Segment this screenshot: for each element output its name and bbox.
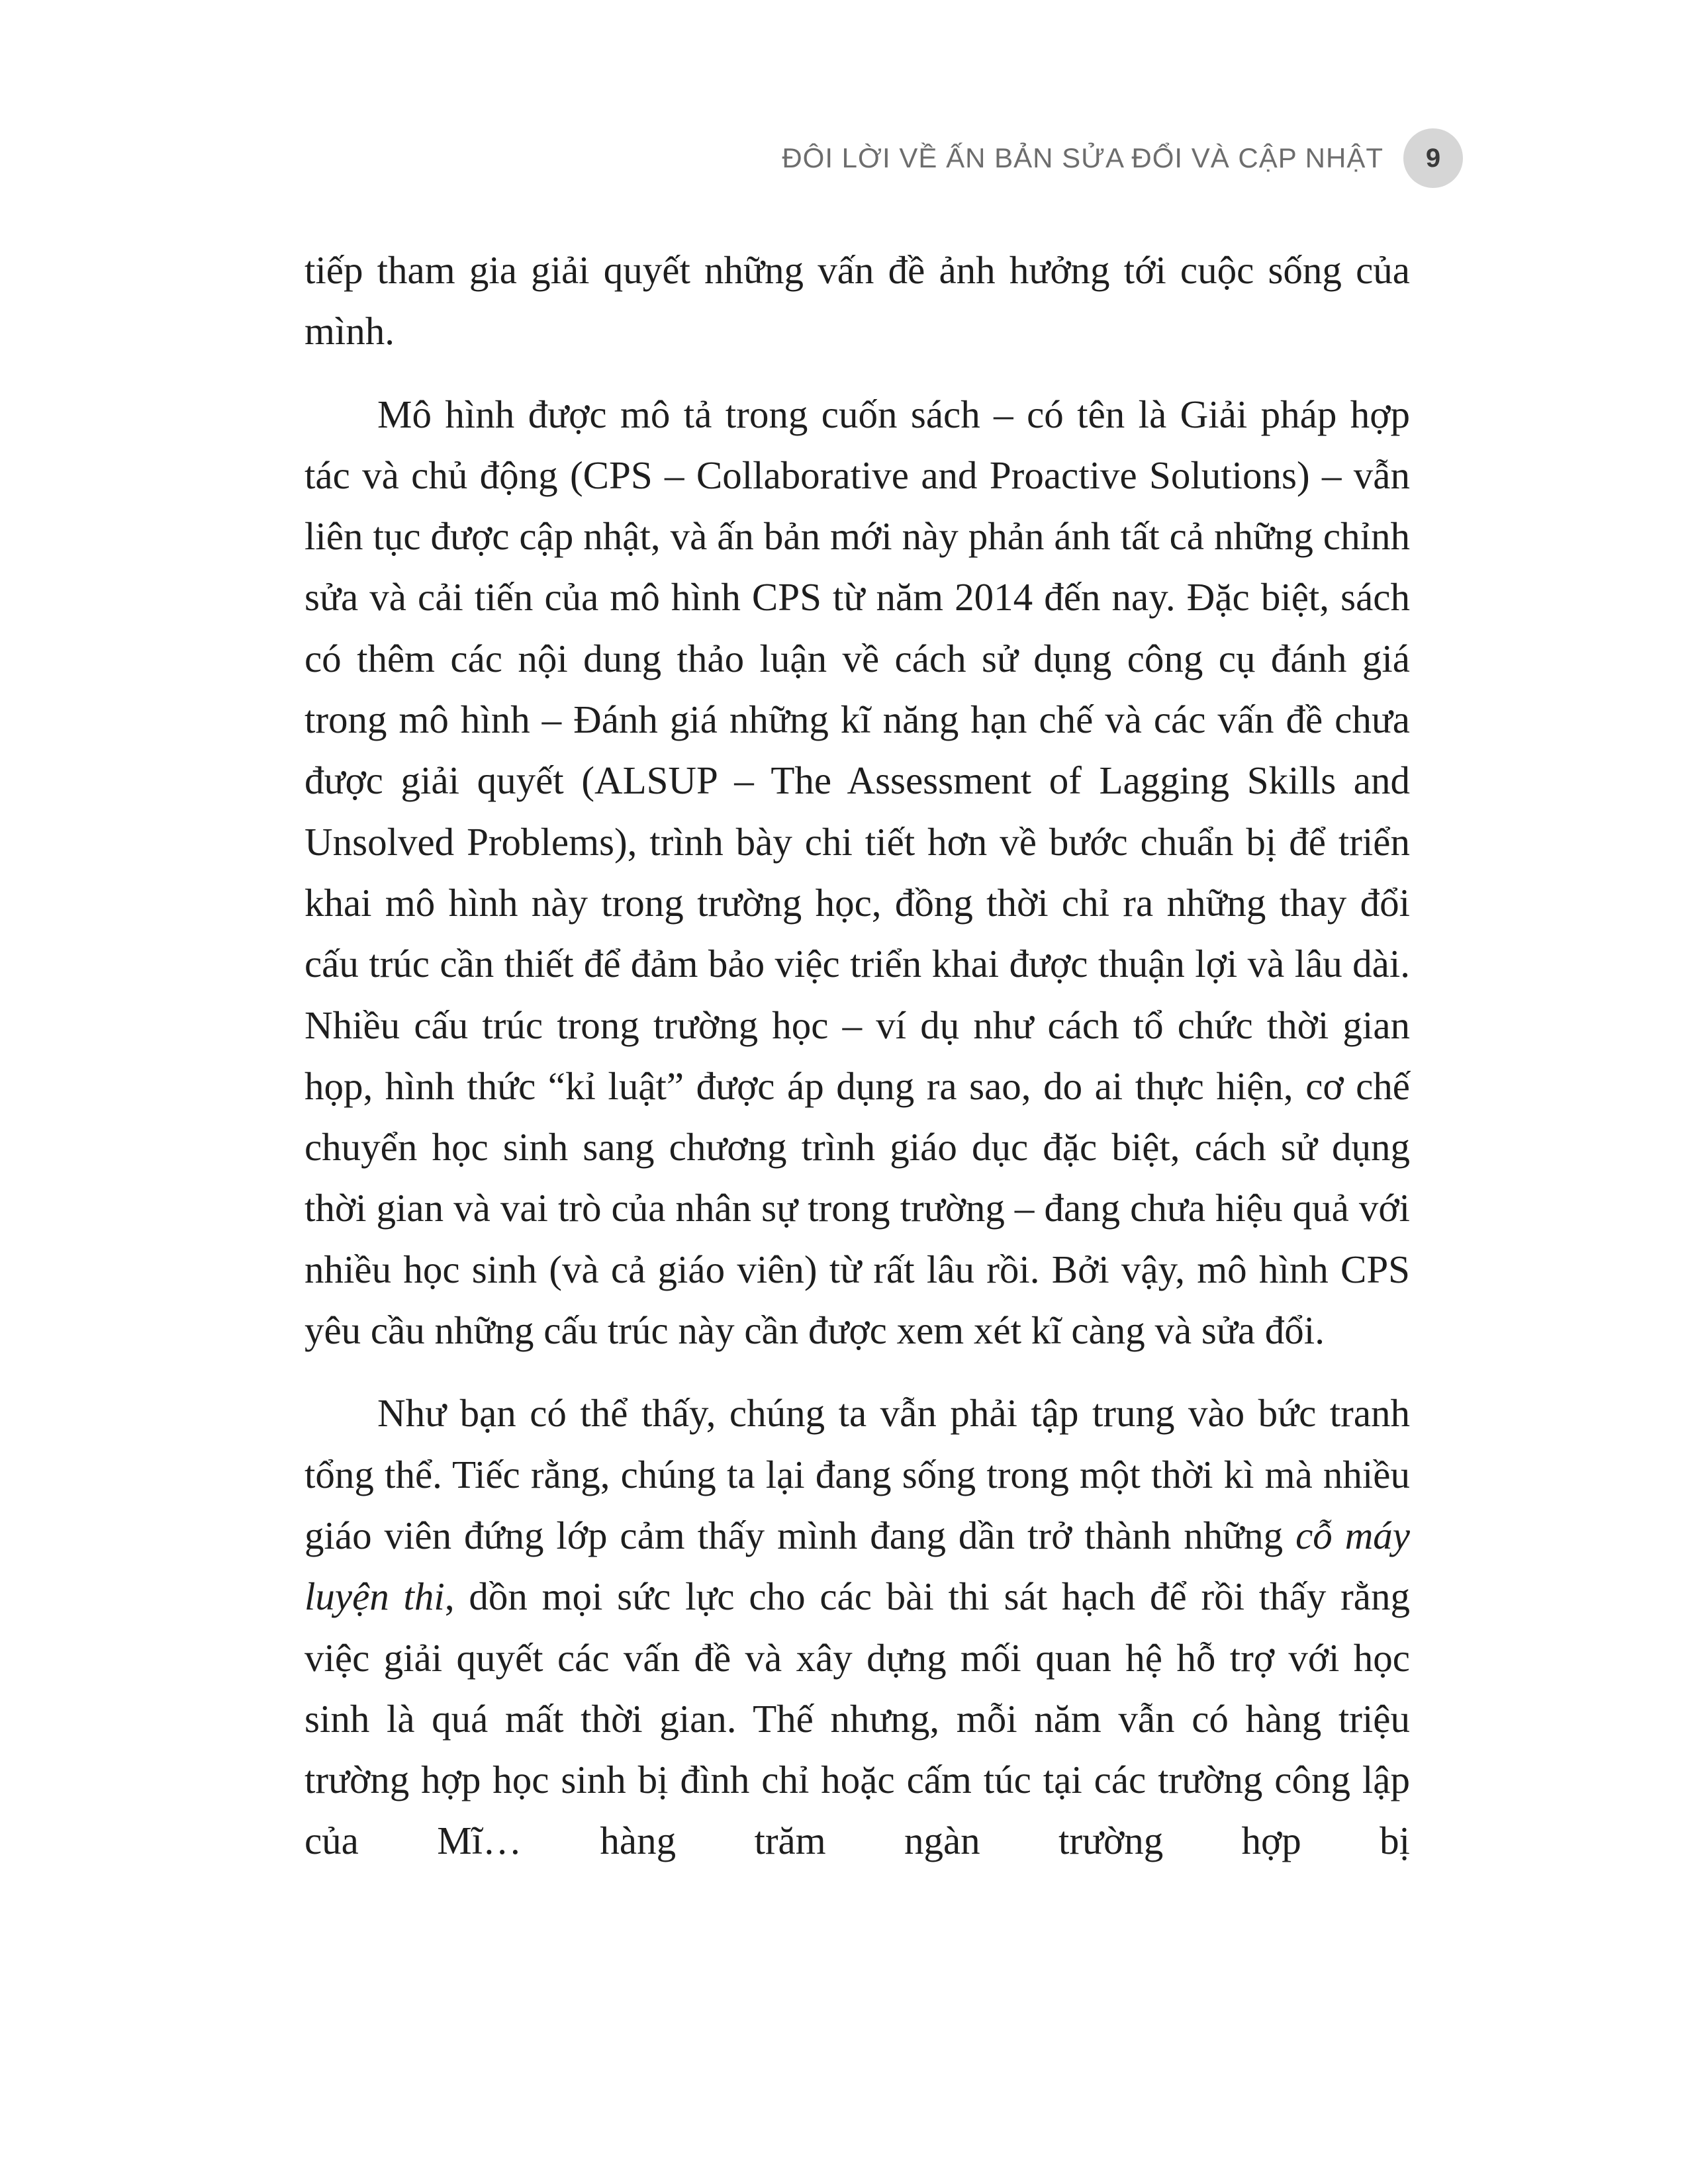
paragraph-3 [305, 1383, 1410, 1871]
running-header [782, 126, 1463, 191]
paragraph-3-text-start: Như bạn có thể thấy, chúng ta vẫn phải tập trung vào bức tranh tổng thể. Tiếc rằng, chúng ta lại đang sống trong một thời kì mà nhiều giáo viên đứng lớp cảm thấy mình đang dần trở thành những [305, 1391, 1410, 1557]
page-number-badge: 9 [1403, 128, 1463, 188]
paragraph-1: tiếp tham gia giải quyết những vấn đề ảnh hưởng tới cuộc sống của mình. [305, 248, 1410, 353]
paragraph-2: Mô hình được mô tả trong cuốn sách – có tên là Giải pháp hợp tác và chủ động (CPS – Collaborative and Proactive Solutions) – vẫn liên tục được cập nhật, và ấn bản mới này phản ánh tất cả những chỉnh sửa và cải tiến của mô hình CPS từ năm 2014 đến nay. Đặc biệt, sách có thêm các nội dung thảo luận về cách sử dụng công cụ đánh giá trong mô hình – Đánh giá những kĩ năng hạn chế và các vấn đề chưa được giải quyết (ALSUP – The Assessment of Lagging Skills and Unsolved Problems), trình bày chi tiết hơn về bước chuẩn bị để triển khai mô hình này trong trường học, đồng thời chỉ ra những thay đổi cấu trúc cần thiết để đảm bảo việc triển khai được thuận lợi và lâu dài. Nhiều cấu trúc trong trường học – ví dụ như cách tổ chức thời gian họp, hình thức “kỉ luật” được áp dụng ra sao, do ai thực hiện, cơ chế chuyển học sinh sang chương trình giáo dục đặc biệt, cách sử dụng thời gian và vai trò của nhân sự trong trường – đang chưa hiệu quả với nhiều học sinh (và cả giáo viên) từ rất lâu rồi. Bởi vậy, mô hình CPS yêu cầu những cấu trúc này cần được xem xét kĩ càng và sửa đổi. [305, 392, 1410, 1353]
running-header-title: ĐÔI LỜI VỀ ẤN BẢN SỬA ĐỔI VÀ CẬP NHẬT [782, 142, 1383, 173]
paragraph-3-italic-phrase: cỗ máy luyện thi [305, 1513, 1410, 1619]
paragraph-3-text-end: , dồn mọi sức lực cho các bài thi sát hạch để rồi thấy rằng việc giải quyết các vấn đề và xây dựng mối quan hệ hỗ trợ với học sinh là quá mất thời gian. Thế nhưng, mỗi năm vẫn có hàng triệu trường hợp học sinh bị đình chỉ hoặc cấm túc tại các trường công lập của Mĩ… hàng trăm ngàn trường hợp bị [305, 1574, 1410, 1863]
body-text [305, 240, 1410, 1893]
